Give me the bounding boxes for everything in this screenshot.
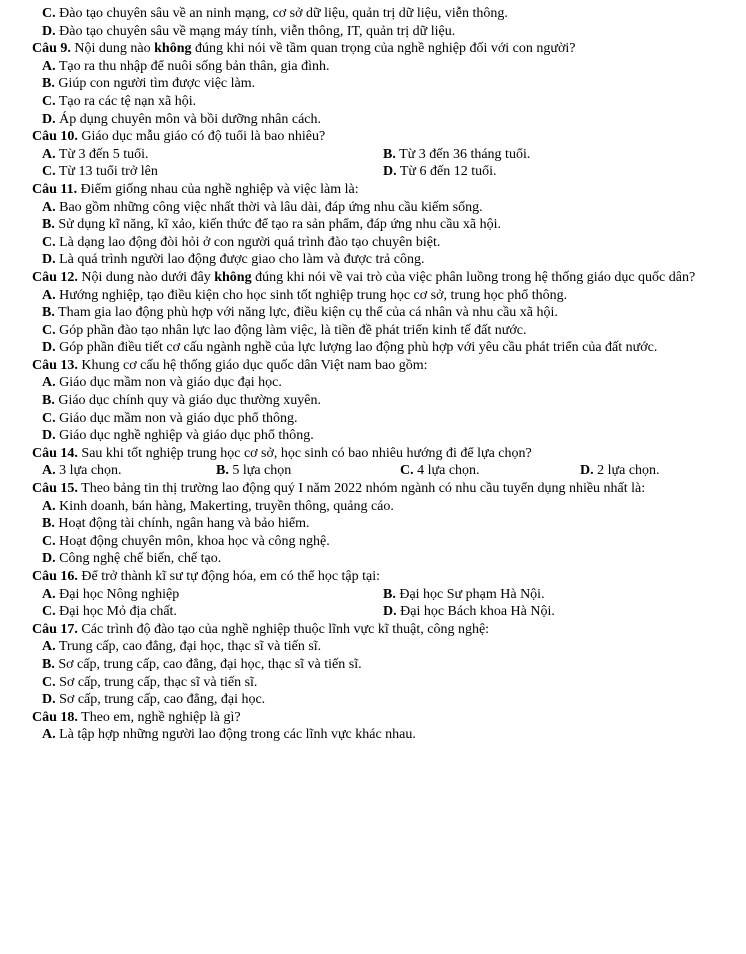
question-11-option-b: B. Sử dụng kĩ năng, kĩ xảo, kiến thức để tạo ra sản phẩm, đáp ứng nhu cầu xã hội. xyxy=(42,217,502,233)
question-12-option-a: A. Hướng nghiệp, tạo điều kiện cho học sinh tốt nghiệp trung học cơ sở, trung học phổ thông. xyxy=(42,287,568,303)
question-15-option-d: D. Công nghệ chế biến, chế tạo. xyxy=(42,551,222,567)
question-17-stem: Câu 17. Các trình độ đào tạo của nghề nghiệp thuộc lĩnh vực kĩ thuật, công nghệ: xyxy=(32,621,490,637)
question-11-option-c: C. Là dạng lao động đòi hỏi ở con người quá trình đào tạo chuyên biệt. xyxy=(42,234,441,250)
question-15-option-b: B. Hoạt động tài chính, ngân hang và bảo hiểm. xyxy=(42,516,310,532)
carry-option-c: C. Đào tạo chuyên sâu về an ninh mạng, cơ sở dữ liệu, quản trị dữ liệu, viễn thông. xyxy=(42,6,508,21)
question-18-option-a: A. Là tập hợp những người lao động trong các lĩnh vực khác nhau. xyxy=(42,727,416,743)
question-9-option-d: D. Áp dụng chuyên môn và bồi dưỡng nhân cách. xyxy=(42,111,322,127)
question-17-option-c: C. Sơ cấp, trung cấp, thạc sĩ và tiến sĩ. xyxy=(42,674,258,690)
question-10-options-row-2 xyxy=(0,163,746,181)
question-16-option-d: D. Đại học Bách khoa Hà Nội. xyxy=(383,604,555,620)
question-16-option-a: A. Đại học Nông nghiệp xyxy=(42,586,180,602)
question-10-option-d: D. Từ 6 đến 12 tuổi. xyxy=(383,164,497,180)
question-13-stem: Câu 13. Khung cơ cấu hệ thống giáo dục quốc dân Việt nam bao gồm: xyxy=(32,357,428,373)
carry-option-d: D. Đào tạo chuyên sâu về mạng máy tính, viễn thông, IT, quản trị dữ liệu. xyxy=(42,23,456,39)
question-16-options-row-2 xyxy=(0,603,746,621)
question-10-options-row-1 xyxy=(0,146,746,164)
question-11-option-d: D. Là quá trình người lao động được giao cho làm và được trả công. xyxy=(42,252,425,268)
document-page xyxy=(0,5,746,744)
question-10-option-c: C. Từ 13 tuổi trở lên xyxy=(42,164,158,180)
question-14-option-c: C. 4 lựa chọn. xyxy=(400,463,480,479)
question-14-options-row xyxy=(0,462,746,480)
question-14-stem: Câu 14. Sau khi tốt nghiệp trung học cơ sở, học sinh có bao nhiêu hướng đi để lựa chọn? xyxy=(32,445,532,461)
question-10-stem: Câu 10. Giáo dục mẫu giáo có độ tuổi là bao nhiêu? xyxy=(32,129,326,145)
question-9-option-b: B. Giúp con người tìm được việc làm. xyxy=(42,76,256,92)
question-12-option-d: D. Góp phần điều tiết cơ cấu ngành nghề của lực lượng lao động phù hợp với yêu cầu phát triển của đất nước. xyxy=(42,340,658,356)
question-12-stem: Câu 12. Nội dung nào dưới đây không đúng khi nói về vai trò của việc phân luồng trong hệ thống giáo dục quốc dân? xyxy=(32,269,696,285)
question-16-stem: Câu 16. Để trở thành kĩ sư tự động hóa, em có thể học tập tại: xyxy=(32,569,381,584)
question-10-option-b: B. Từ 3 đến 36 tháng tuổi. xyxy=(383,146,531,162)
question-14-option-d: D. 2 lựa chọn. xyxy=(580,463,660,479)
question-18-stem: Câu 18. Theo em, nghề nghiệp là gì? xyxy=(32,709,241,725)
question-13-option-a: A. Giáo dục mầm non và giáo dục đại học. xyxy=(42,375,282,391)
question-9-stem: Câu 9. Nội dung nào không đúng khi nói về tầm quan trọng của nghề nghiệp đối với con người? xyxy=(32,41,576,57)
question-14-option-a: A. 3 lựa chọn. xyxy=(42,463,122,479)
question-9-option-c: C. Tạo ra các tệ nạn xã hội. xyxy=(42,93,197,109)
question-10-option-a: A. Từ 3 đến 5 tuổi. xyxy=(42,146,149,162)
question-17-option-a: A. Trung cấp, cao đẳng, đại học, thạc sĩ và tiến sĩ. xyxy=(42,639,322,655)
question-15-option-a: A. Kinh doanh, bán hàng, Makerting, truyền thông, quảng cáo. xyxy=(42,498,394,514)
question-9-option-a: A. Tạo ra thu nhập để nuôi sống bản thân, gia đình. xyxy=(42,58,330,74)
question-16-option-b: B. Đại học Sư phạm Hà Nội. xyxy=(383,586,545,602)
question-15-option-c: C. Hoạt động chuyên môn, khoa học và công nghệ. xyxy=(42,533,330,549)
question-12-option-c: C. Góp phần đào tạo nhân lực lao động làm việc, là tiền đề phát triển kinh tế đất nước. xyxy=(42,322,527,338)
question-16-option-c: C. Đại học Mỏ địa chất. xyxy=(42,604,177,620)
question-13-option-c: C. Giáo dục mầm non và giáo dục phổ thông. xyxy=(42,410,298,426)
question-12-option-b: B. Tham gia lao động phù hợp với năng lực, điều kiện cụ thể của cá nhân và nhu cầu xã hội. xyxy=(42,305,558,321)
question-13-option-d: D. Giáo dục nghề nghiệp và giáo dục phổ thông. xyxy=(42,428,314,444)
question-16-options-row-1 xyxy=(0,586,746,604)
question-13-option-b: B. Giáo dục chính quy và giáo dục thường xuyên. xyxy=(42,393,322,409)
question-11-option-a: A. Bao gồm những công việc nhất thời và lâu dài, đáp ứng nhu cầu kiếm sống. xyxy=(42,199,483,215)
question-15-stem: Câu 15. Theo bảng tin thị trường lao động quý I năm 2022 nhóm ngành có nhu cầu tuyển dụng nhiều nhất là: xyxy=(32,481,646,497)
question-17-option-d: D. Sơ cấp, trung cấp, cao đẳng, đại học. xyxy=(42,692,266,708)
question-11-stem: Câu 11. Điểm giống nhau của nghề nghiệp và việc làm là: xyxy=(32,181,359,197)
question-14-option-b: B. 5 lựa chọn xyxy=(216,463,292,479)
question-17-option-b: B. Sơ cấp, trung cấp, cao đẳng, đại học, thạc sĩ và tiến sĩ. xyxy=(42,656,362,672)
